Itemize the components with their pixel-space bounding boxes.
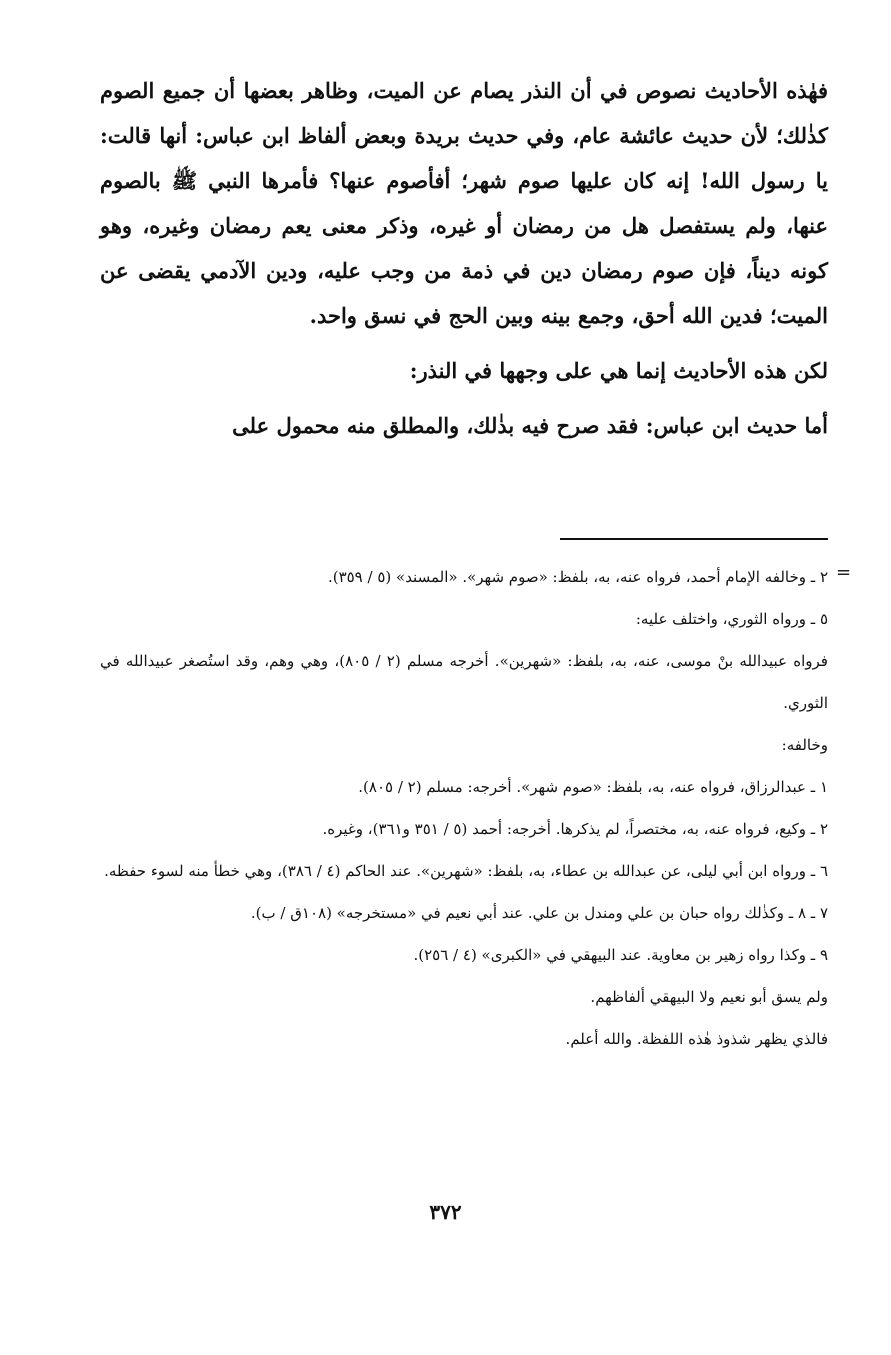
footnote-line: ولم يسق أبو نعيم ولا البيهقي ألفاظهم. xyxy=(590,988,828,1006)
footnote-line: ١ ـ عبدالرزاق، فرواه عنه، به، بلفظ: «صوم شهر». أخرجه: مسلم (٢ / ٨٠٥). xyxy=(358,778,828,796)
footnote-separator xyxy=(560,538,828,540)
footnote-line: ٢ ـ وخالفه الإمام أحمد، فرواه عنه، به، بلفظ: «صوم شهر». «المسند» (٥ / ٣٥٩). xyxy=(327,568,828,586)
page-number: ٣٧٢ xyxy=(429,1200,462,1224)
footnote-line: ٢ ـ وكيع، فرواه عنه، به، مختصراً، لم يذكرها. أخرجه: أحمد (٥ / ٣٥١ و٣٦١)، وغيره. xyxy=(322,820,828,838)
main-paragraph: فهٰذه الأحاديث نصوص في أن النذر يصام عن الميت، وظاهر بعضها أن جميع الصوم كذٰلك؛ لأن حديث عائشة عام، وفي حديث بريدة وبعض ألفاظ ابن عباس: أنها قالت: يا رسول الله! إنه كان عليها صوم شهر؛ أفأصوم عنها؟ فأمرها النبي ﷺ بالصوم عنها، ولم يستفصل هل من رمضان أو غيره، وذكر معنى يعم رمضان وغيره، وهو كونه ديناً، فإن صوم رمضان دين في ذمة من وجب عليه، ودين الآدمي يقضى عن الميت؛ فدين الله أحق، وجمع بينه وبين الحج في نسق واحد. xyxy=(100,78,828,328)
main-paragraph: أما حديث ابن عباس: فقد صرح فيه بذٰلك، والمطلق منه محمول على xyxy=(232,413,828,438)
footnote-continuation-mark: = xyxy=(836,562,852,583)
footnote-line: ٦ ـ ورواه ابن أبي ليلى، عن عبدالله بن عطاء، به، بلفظ: «شهرين». عند الحاكم (٤ / ٣٨٦)، وهي خطأ منه لسوء حفظه. xyxy=(104,862,828,880)
footnote-line: ٥ ـ ورواه الثوري، واختلف عليه: xyxy=(635,610,828,628)
footnote-line: ٩ ـ وكذا رواه زهير بن معاوية. عند البيهقي في «الكبرى» (٤ / ٢٥٦). xyxy=(413,946,828,964)
footnote-line: فرواه عبيدالله بنْ موسى، عنه، به، بلفظ: «شهرين». أخرجه مسلم (٢ / ٨٠٥)، وهي وهم، وقد استُصغر عبيدالله في الثوري. xyxy=(100,652,828,712)
main-paragraph: لكن هذه الأحاديث إنما هي على وجهها في النذر: xyxy=(409,358,828,383)
footnote-line: فالذي يظهر شذوذ هٰذه اللفظة. والله أعلم. xyxy=(565,1030,828,1048)
footnote-line: وخالفه: xyxy=(781,736,828,754)
footnotes xyxy=(100,556,828,1060)
footnote-line: ٧ ـ ٨ ـ وكذٰلك رواه حبان بن علي ومندل بن علي. عند أبي نعيم في «مستخرجه» (١٠٨ق / ب). xyxy=(250,904,828,922)
main-text xyxy=(100,68,828,448)
